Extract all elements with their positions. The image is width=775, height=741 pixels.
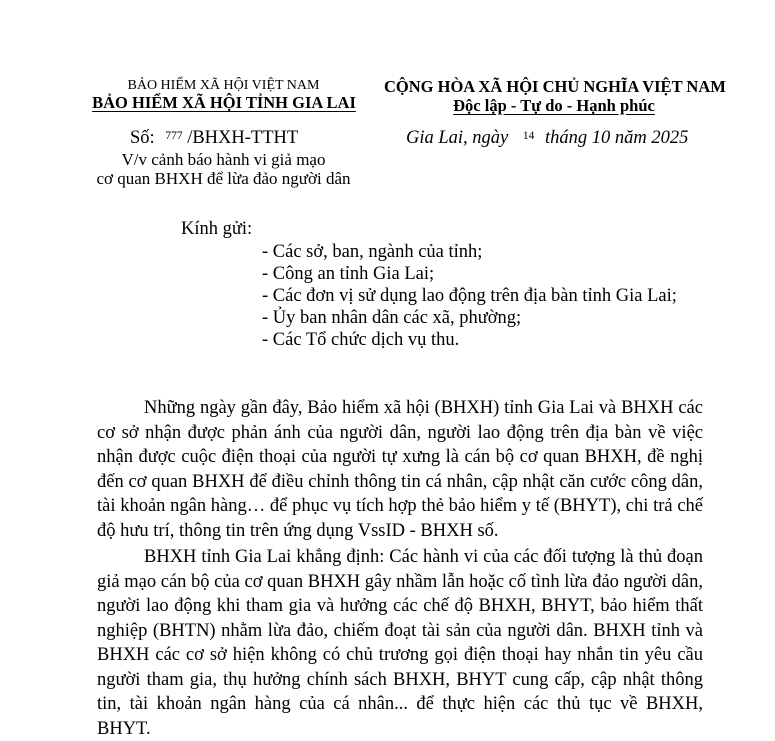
recipient-item: - Ủy ban nhân dân các xã, phường; <box>262 308 522 328</box>
date-day: 14 <box>522 130 535 142</box>
subject-line-2: cơ quan BHXH để lừa đảo người dân <box>96 169 351 188</box>
body-paragraph-1-text: Những ngày gần đây, Bảo hiểm xã hội (BHXH) tỉnh Gia Lai và BHXH các cơ sở nhận được phản ánh của người dân, người lao động trên địa bàn về việc nhận được cuộc điện thoại của người tự xưng là cán bộ cơ quan BHXH, đề nghị đến cơ quan BHXH để điều chỉnh thông tin cá nhân, cập nhật căn cước công dân, tài khoản ngân hàng… để phục vụ tích hợp thẻ bảo hiểm y tế (BHYT), chi trả chế độ hưu trí, thông tin trên ứng dụng VssID - BHXH số. <box>97 398 703 541</box>
document-number <box>130 128 298 149</box>
document-date <box>406 128 688 149</box>
document-number-value: 777 <box>165 130 183 142</box>
body-paragraph-2-text: BHXH tỉnh Gia Lai khẳng định: Các hành vi của các đối tượng là thủ đoạn giả mạo cán bộ của cơ quan BHXH gây nhầm lẫn hoặc cố tình lừa đảo người dân, người lao động khi tham gia và hưởng các chế độ BHXH, BHYT, bảo hiểm thất nghiệp (BHTN) nhằm lừa đảo, chiếm đoạt tài sản của người dân. BHXH tỉnh và BHXH các cơ sở hiện không có chủ trương gọi điện thoại hay nhắn tin yêu cầu người tham gia, thụ hưởng chính sách BHXH, BHYT cung cấp, cập nhật thông tin, tài khoản ngân hàng của cá nhân... để thực hiện các thủ tục về BHXH, BHYT. <box>97 547 703 739</box>
recipient-item: - Các Tổ chức dịch vụ thu. <box>262 330 460 350</box>
national-motto-text: Độc lập - Tự do - Hạnh phúc <box>453 96 655 115</box>
document-number-suffix: /BHXH-TTHT <box>187 128 299 148</box>
agency-name-text: BẢO HIỂM XÃ HỘI TỈNH GIA LAI <box>92 93 356 112</box>
body-paragraph-2 <box>97 545 703 741</box>
date-prefix: Gia Lai, ngày <box>406 128 509 148</box>
national-motto <box>384 96 724 116</box>
recipient-item: - Các đơn vị sử dụng lao động trên địa bàn tỉnh Gia Lai; <box>262 286 677 306</box>
agency-name <box>74 93 374 113</box>
recipient-item: - Các sở, ban, ngành của tỉnh; <box>262 242 483 262</box>
national-title: CỘNG HÒA XÃ HỘI CHỦ NGHĨA VIỆT NAM <box>384 77 726 96</box>
subject-line-1: V/v cảnh báo hành vi giả mạo <box>121 150 326 169</box>
date-suffix: tháng 10 năm 2025 <box>545 128 689 148</box>
recipients-label: Kính gửi: <box>181 219 253 239</box>
agency-parent-name: BẢO HIỂM XÃ HỘI VIỆT NAM <box>127 78 320 93</box>
document-number-prefix: Số: <box>130 128 155 148</box>
recipient-item: - Công an tỉnh Gia Lai; <box>262 264 435 284</box>
body-paragraph-1 <box>97 396 703 543</box>
